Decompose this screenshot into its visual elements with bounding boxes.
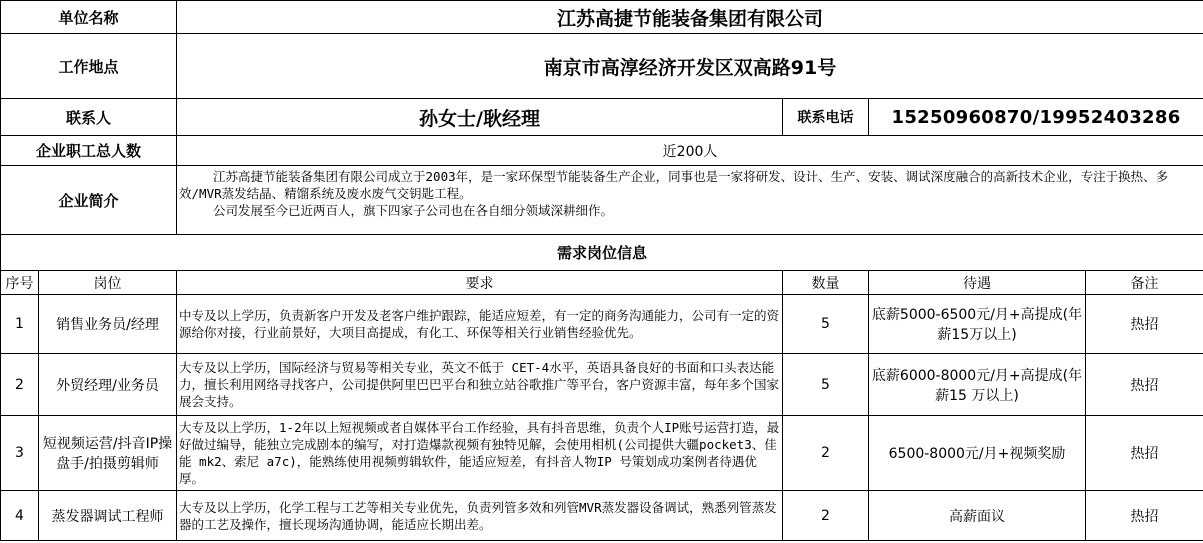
location-value: 南京市高淳经济开发区双高路91号 [177,34,1203,99]
job-count: 5 [783,354,869,416]
header-count: 数量 [783,271,869,295]
job-requirements: 大专及以上学历，化学工程与工艺等相关专业优先，负责列管多效和列管MVR蒸发器设备调试，熟悉列管蒸发器的工艺及操作，擅长现场沟通协调，能适应长期出差。 [177,491,783,541]
contact-value: 孙女士/耿经理 [177,99,783,136]
company-name-label: 单位名称 [1,1,177,34]
job-row [1,295,1203,354]
job-requirements: 大专及以上学历，国际经济与贸易等相关专业，英文不低于 CET-4水平，英语具备良好的书面和口头表达能力，擅长利用网络寻找客户，公司提供阿里巴巴平台和独立站谷歌推广等平台，客户资源丰富，每年多个国家展会支持。 [177,354,783,416]
header-requirements: 要求 [177,271,783,295]
job-note: 热招 [1086,295,1203,354]
job-requirements: 大专及以上学历，1-2年以上短视频或者自媒体平台工作经验，具有抖音思维，负责个人IP账号运营打造，最好做过编导，能独立完成剧本的编写，对打造爆款视频有独特见解，会使用相机(公司提供大疆pocket3、佳能 mk2、索尼 a7c)，能熟练使用视频剪辑软件，能适应短差，有抖音人物IP 号策划成功案例者待遇优厚。 [177,416,783,491]
location-label: 工作地点 [1,34,177,99]
company-name: 江苏高捷节能装备集团有限公司 [177,1,1203,34]
row-staff [1,136,1203,166]
header-index: 序号 [1,271,39,295]
job-position: 销售业务员/经理 [39,295,177,354]
job-position: 外贸经理/业务员 [39,354,177,416]
intro-paragraph-1: 江苏高捷节能装备集团有限公司成立于2003年，是一家环保型节能装备生产企业，同事也是一家将研发、设计、生产、安装、调试深度融合的高新技术企业，专注于换热、多效/MVR蒸发结晶、精馏系统及废水废气交钥匙工程。 [179,169,1169,201]
job-count: 5 [783,295,869,354]
job-note: 热招 [1086,416,1203,491]
job-position: 短视频运营/抖音IP操盘手/拍摄剪辑师 [39,416,177,491]
job-row [1,491,1203,541]
job-note: 热招 [1086,354,1203,416]
header-position: 岗位 [39,271,177,295]
job-pay: 高薪面议 [869,491,1086,541]
row-location [1,34,1203,99]
row-contact [1,99,1203,136]
job-index: 4 [1,491,39,541]
job-pay: 底薪6000-8000元/月+高提成(年薪15 万以上) [869,354,1086,416]
job-count: 2 [783,491,869,541]
job-row [1,416,1203,491]
staff-value: 近200人 [177,136,1203,166]
job-row [1,354,1203,416]
phone-value: 15250960870/19952403286 [869,99,1203,136]
contact-label: 联系人 [1,99,177,136]
job-note: 热招 [1086,491,1203,541]
job-pay: 底薪5000-6500元/月+高提成(年薪15万以上) [869,295,1086,354]
section-title: 需求岗位信息 [1,235,1203,271]
header-pay: 待遇 [869,271,1086,295]
row-intro [1,166,1203,235]
header-note: 备注 [1086,271,1203,295]
phone-label: 联系电话 [783,99,869,136]
job-count: 2 [783,416,869,491]
row-section-title [1,235,1203,271]
job-index: 2 [1,354,39,416]
intro-paragraph-2: 公司发展至今已近两百人，旗下四家子公司也在各自细分领域深耕细作。 [213,203,614,218]
job-index: 1 [1,295,39,354]
staff-label: 企业职工总人数 [1,136,177,166]
job-requirements: 中专及以上学历，负责新客户开发及老客户维护跟踪，能适应短差，有一定的商务沟通能力，公司有一定的资源给你对接，行业前景好，大项目高提成，有化工、环保等相关行业销售经验优先。 [177,295,783,354]
intro-text [177,166,1203,235]
row-company-name [1,1,1203,34]
row-headers [1,271,1203,295]
job-pay: 6500-8000元/月+视频奖励 [869,416,1086,491]
intro-label: 企业简介 [1,166,177,235]
job-position: 蒸发器调试工程师 [39,491,177,541]
job-index: 3 [1,416,39,491]
